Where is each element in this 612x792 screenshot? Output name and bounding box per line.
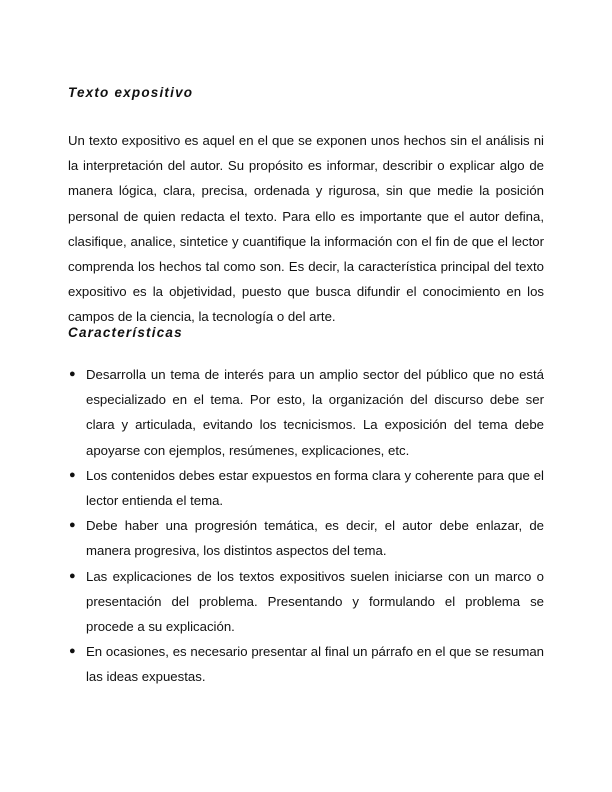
list-item bbox=[68, 362, 544, 463]
bullet-icon: ● bbox=[69, 569, 76, 582]
list-item bbox=[68, 463, 544, 513]
list-item bbox=[68, 513, 544, 563]
document-title: Texto expositivo bbox=[68, 85, 194, 100]
bullet-icon: ● bbox=[69, 468, 76, 481]
list-item bbox=[68, 639, 544, 689]
list-item-text: En ocasiones, es necesario presentar al final un párrafo en el que se resuman las ideas expuestas. bbox=[86, 644, 544, 685]
intro-paragraph: Un texto expositivo es aquel en el que se exponen unos hechos sin el análisis ni la interpretación del autor. Su propósito es informar, describir o explicar algo de manera lógica, clara, precisa, ordenada y rigurosa, sin que medie la posición personal de quien redacta el texto. Para ello es importante que el autor defina, clasifique, analice, sintetice y cuantifique la información con el fin de que el lector comprenda los hechos tal como son. Es decir, la característica principal del texto expositivo es la objetividad, puesto que busca difundir el conocimiento en los campos de la ciencia, la tecnología o del arte. bbox=[68, 133, 544, 325]
section-heading-caracteristicas: Características bbox=[68, 325, 183, 340]
list-item-text: Desarrolla un tema de interés para un amplio sector del público que no está especializado en el tema. Por esto, la organización del discurso debe ser clara y articulada, evitando los tecnicismos. La exposición del tema debe apoyarse con ejemplos, resúmenes, explicaciones, etc. bbox=[86, 367, 544, 458]
bullet-icon: ● bbox=[69, 368, 76, 380]
list-item-text: Las explicaciones de los textos expositivos suelen iniciarse con un marco o presentación del problema. Presentando y formulando el problema se procede a su explicación. bbox=[86, 568, 544, 635]
bullet-icon: ● bbox=[69, 645, 76, 658]
list-item-text: Los contenidos debes estar expuestos en forma clara y coherente para que el lector entienda el tema. bbox=[86, 467, 544, 509]
characteristics-list bbox=[68, 362, 544, 690]
list-item-text: Debe haber una progresión temática, es decir, el autor debe enlazar, de manera progresiva, los distintos aspectos del tema. bbox=[86, 518, 544, 559]
list-item bbox=[68, 564, 544, 640]
bullet-icon: ● bbox=[69, 519, 76, 532]
